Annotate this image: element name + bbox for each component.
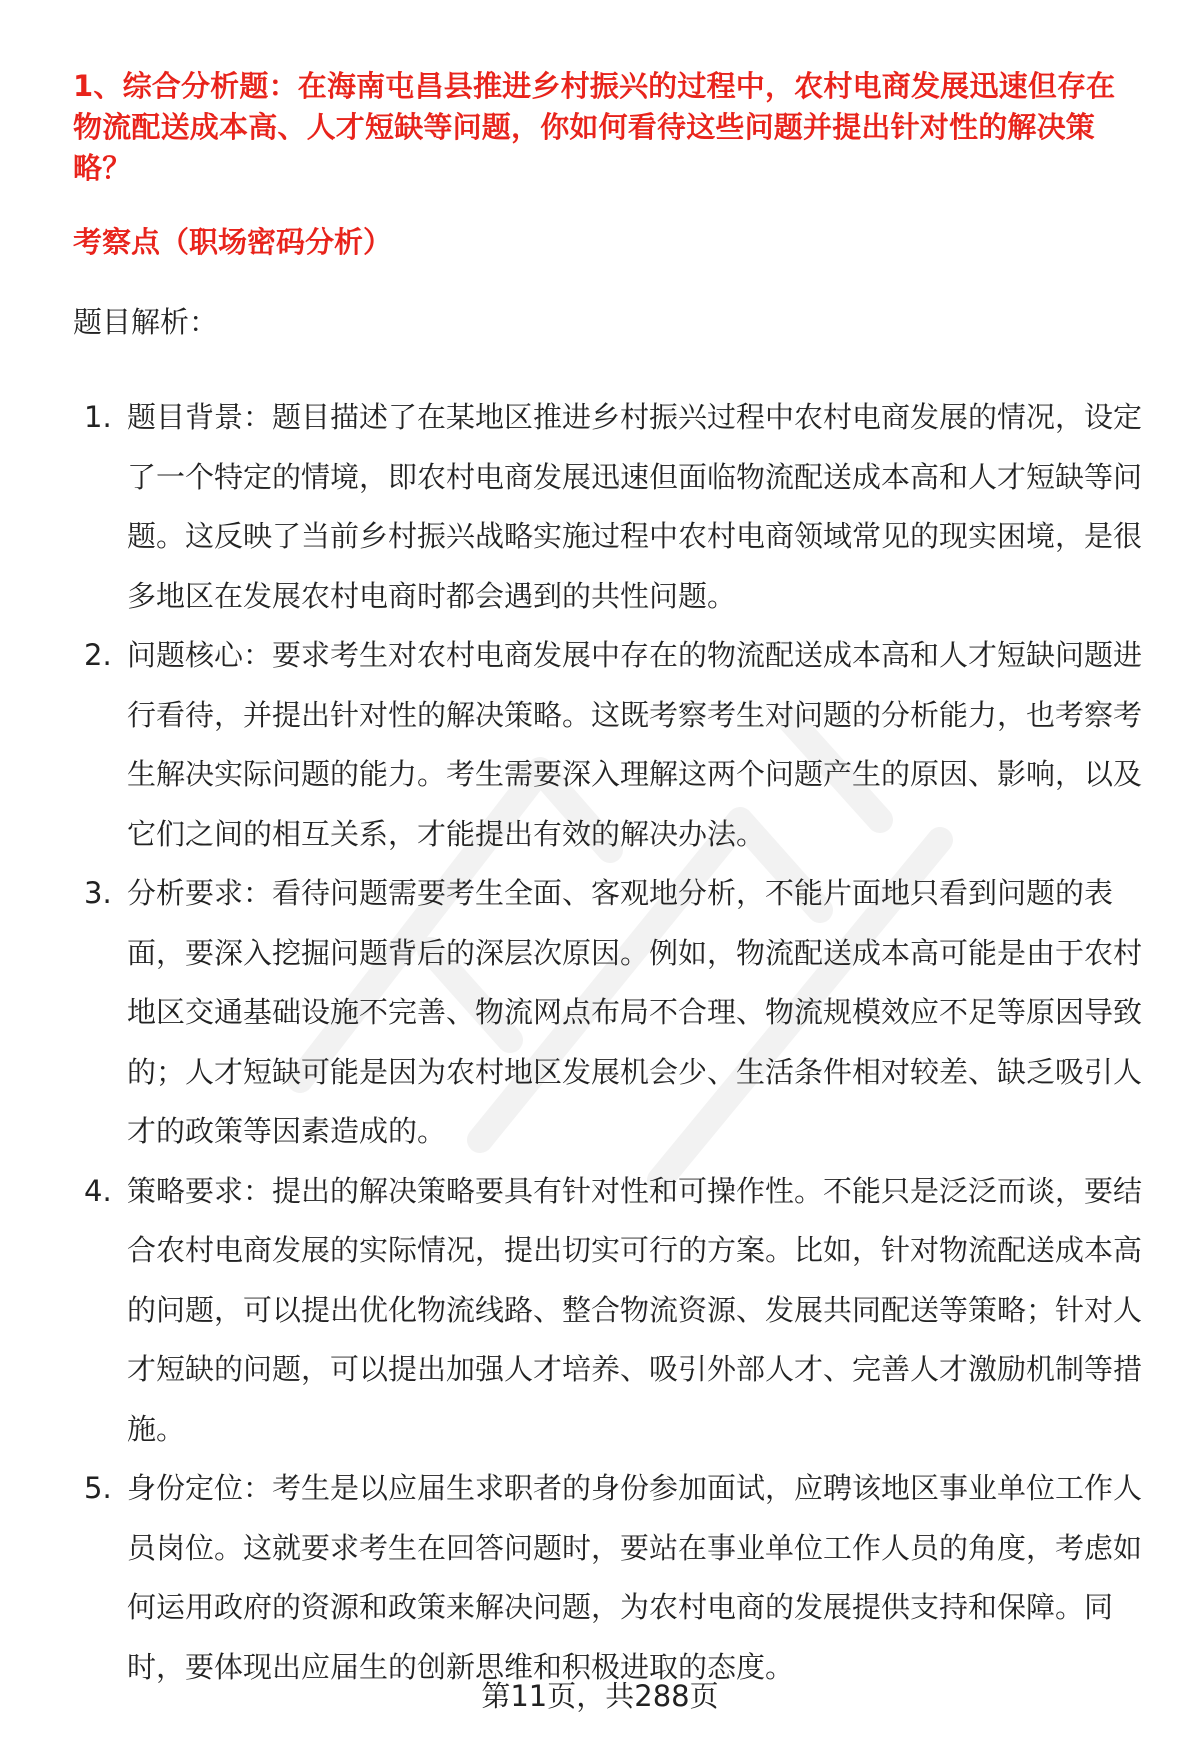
list-item [0,864,1142,1162]
list-item [0,1162,1142,1460]
list-item-number: 2. [84,638,112,672]
question-heading: 1、综合分析题：在海南屯昌县推进乡村振兴的过程中，农村电商发展迅速但存在物流配送成本高、人才短缺等问题，你如何看待这些问题并提出针对性的解决策略？ [73,69,1116,185]
analysis-label: 题目解析： [73,305,219,339]
list-item-number: 4. [84,1173,112,1208]
list-item [0,1459,1142,1697]
section-title: 考察点（职场密码分析） [73,225,393,259]
list-item-text: 身份定位：考生是以应届生求职者的身份参加面试，应聘该地区事业单位工作人员岗位。这就要求考生在回答问题时，要站在事业单位工作人员的角度，考虑如何运用政府的资源和政策来解决问题，为农村电商的发展提供支持和保障。同时，要体现出应届生的创新思维和积极进取的态度。 [127,1471,1143,1684]
list-item-text: 策略要求：提出的解决策略要具有针对性和可操作性。不能只是泛泛而谈，要结合农村电商发展的实际情况，提出切实可行的方案。比如，针对物流配送成本高的问题，可以提出优化物流线路、整合物流资源、发展共同配送等策略；针对人才短缺的问题，可以提出加强人才培养、吸引外部人才、完善人才激励机制等措施。 [127,1173,1143,1446]
list-item-number: 3. [84,876,112,910]
analysis-list [0,388,1200,1697]
list-item-text: 分析要求：看待问题需要考生全面、客观地分析，不能片面地只看到问题的表面，要深入挖掘问题背后的深层次原因。例如，物流配送成本高可能是由于农村地区交通基础设施不完善、物流网点布局不合理、物流规模效应不足等原因导致的；人才短缺可能是因为农村地区发展机会少、生活条件相对较差、缺乏吸引人才的政策等因素造成的。 [127,876,1143,1148]
page-number: 第11页，共288页 [481,1679,719,1713]
list-item [0,388,1142,626]
list-item [0,626,1142,864]
list-item-number: 5. [84,1471,112,1505]
list-item-number: 1. [84,400,112,434]
list-item-text: 问题核心：要求考生对农村电商发展中存在的物流配送成本高和人才短缺问题进行看待，并提出针对性的解决策略。这既考察考生对问题的分析能力，也考察考生解决实际问题的能力。考生需要深入理解这两个问题产生的原因、影响，以及它们之间的相互关系，才能提出有效的解决办法。 [127,638,1143,851]
list-item-text: 题目背景：题目描述了在某地区推进乡村振兴过程中农村电商发展的情况，设定了一个特定的情境，即农村电商发展迅速但面临物流配送成本高和人才短缺等问题。这反映了当前乡村振兴战略实施过程中农村电商领域常见的现实困境，是很多地区在发展农村电商时都会遇到的共性问题。 [127,400,1143,613]
